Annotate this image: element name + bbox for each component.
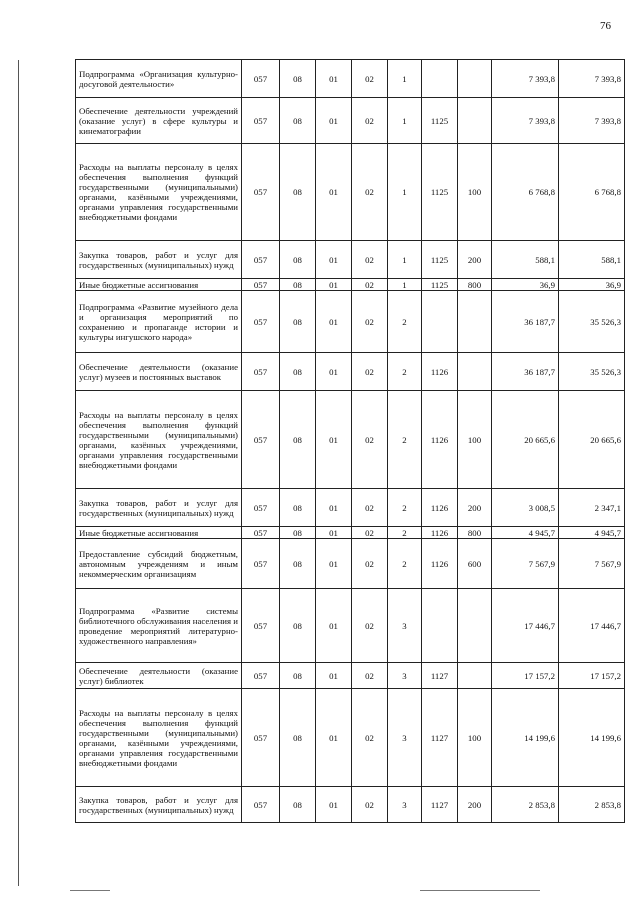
cell-name: Обеспечение деятельности (оказание услуг) музеев и постоянных выставок: [76, 353, 242, 391]
cell-admin: 057: [242, 60, 280, 98]
cell-name: Расходы на выплаты персоналу в целях обеспечения выполнения функций государственными (муниципальными) органами, казёнными учреждениями, органами управления государственными внебюджетными фондами: [76, 689, 242, 787]
cell-subprogram: 2: [388, 291, 422, 353]
cell-subsection: 01: [316, 589, 352, 663]
cell-subsection: 01: [316, 98, 352, 144]
cell-subsection: 01: [316, 787, 352, 823]
cell-sum2: 17 446,7: [559, 589, 625, 663]
cell-subsection: 01: [316, 241, 352, 279]
cell-subsection: 01: [316, 489, 352, 527]
cell-name: Иные бюджетные ассигнования: [76, 527, 242, 539]
cell-admin: 057: [242, 663, 280, 689]
cell-vr: [458, 353, 492, 391]
cell-section: 08: [280, 279, 316, 291]
cell-program: 02: [352, 279, 388, 291]
cell-subprogram: 1: [388, 60, 422, 98]
cell-subsection: 01: [316, 539, 352, 589]
cell-subprogram: 1: [388, 98, 422, 144]
cell-admin: 057: [242, 787, 280, 823]
cell-direction: [422, 589, 458, 663]
cell-name: Обеспечение деятельности учреждений (оказание услуг) в сфере культуры и кинематографии: [76, 98, 242, 144]
cell-section: 08: [280, 241, 316, 279]
cell-admin: 057: [242, 391, 280, 489]
cell-sum1: 14 199,6: [492, 689, 559, 787]
budget-table-body: [76, 60, 625, 823]
cell-subsection: 01: [316, 663, 352, 689]
table-row: [76, 144, 625, 241]
cell-admin: 057: [242, 291, 280, 353]
cell-direction: [422, 60, 458, 98]
cell-section: 08: [280, 98, 316, 144]
table-row: [76, 98, 625, 144]
cell-direction: [422, 291, 458, 353]
cell-sum1: 7 567,9: [492, 539, 559, 589]
cell-sum1: 17 157,2: [492, 663, 559, 689]
cell-subsection: 01: [316, 279, 352, 291]
scan-edge-mark: [18, 60, 21, 886]
cell-direction: 1126: [422, 391, 458, 489]
cell-admin: 057: [242, 489, 280, 527]
cell-name: Предоставление субсидий бюджетным, автономным учреждениям и иным некоммерческим организациям: [76, 539, 242, 589]
cell-sum2: 17 157,2: [559, 663, 625, 689]
cell-subsection: 01: [316, 60, 352, 98]
cell-vr: [458, 291, 492, 353]
scan-bottom-mark: [70, 890, 110, 891]
cell-subsection: 01: [316, 291, 352, 353]
cell-vr: [458, 589, 492, 663]
table-row: [76, 291, 625, 353]
cell-vr: [458, 60, 492, 98]
cell-vr: 100: [458, 144, 492, 241]
cell-program: 02: [352, 98, 388, 144]
table-row: [76, 787, 625, 823]
table-row: [76, 60, 625, 98]
cell-sum2: 588,1: [559, 241, 625, 279]
cell-sum2: 4 945,7: [559, 527, 625, 539]
cell-direction: 1125: [422, 98, 458, 144]
cell-sum1: 17 446,7: [492, 589, 559, 663]
cell-direction: 1126: [422, 539, 458, 589]
cell-subsection: 01: [316, 353, 352, 391]
cell-subprogram: 3: [388, 663, 422, 689]
cell-vr: 100: [458, 689, 492, 787]
cell-subsection: 01: [316, 144, 352, 241]
cell-vr: 800: [458, 527, 492, 539]
cell-direction: 1125: [422, 144, 458, 241]
cell-section: 08: [280, 527, 316, 539]
cell-program: 02: [352, 391, 388, 489]
cell-section: 08: [280, 539, 316, 589]
cell-sum2: 7 567,9: [559, 539, 625, 589]
scan-bottom-mark: [420, 890, 540, 891]
cell-admin: 057: [242, 353, 280, 391]
cell-subprogram: 2: [388, 489, 422, 527]
cell-name: Подпрограмма «Организация культурно-досуговой деятельности»: [76, 60, 242, 98]
table-row: [76, 539, 625, 589]
table-row: [76, 689, 625, 787]
cell-program: 02: [352, 489, 388, 527]
table-row: [76, 527, 625, 539]
cell-subprogram: 2: [388, 539, 422, 589]
cell-direction: 1127: [422, 689, 458, 787]
cell-sum1: 7 393,8: [492, 60, 559, 98]
cell-vr: 100: [458, 391, 492, 489]
cell-sum1: 36,9: [492, 279, 559, 291]
table-row: [76, 391, 625, 489]
cell-name: Закупка товаров, работ и услуг для государственных (муниципальных) нужд: [76, 489, 242, 527]
cell-program: 02: [352, 663, 388, 689]
cell-sum1: 2 853,8: [492, 787, 559, 823]
cell-subprogram: 2: [388, 527, 422, 539]
cell-admin: 057: [242, 527, 280, 539]
cell-subsection: 01: [316, 391, 352, 489]
cell-program: 02: [352, 353, 388, 391]
cell-name: Закупка товаров, работ и услуг для государственных (муниципальных) нужд: [76, 241, 242, 279]
cell-admin: 057: [242, 539, 280, 589]
table-row: [76, 353, 625, 391]
cell-sum1: 4 945,7: [492, 527, 559, 539]
cell-vr: 200: [458, 787, 492, 823]
cell-sum1: 7 393,8: [492, 98, 559, 144]
cell-direction: 1125: [422, 241, 458, 279]
cell-section: 08: [280, 60, 316, 98]
cell-subprogram: 1: [388, 144, 422, 241]
cell-section: 08: [280, 144, 316, 241]
table-row: [76, 663, 625, 689]
cell-section: 08: [280, 353, 316, 391]
cell-subsection: 01: [316, 527, 352, 539]
cell-program: 02: [352, 589, 388, 663]
cell-sum1: 6 768,8: [492, 144, 559, 241]
cell-name: Подпрограмма «Развитие музейного дела и организация мероприятий по сохранению и пропаганде истории и культуры ингушского народа»: [76, 291, 242, 353]
table-row: [76, 241, 625, 279]
cell-sum2: 7 393,8: [559, 98, 625, 144]
cell-program: 02: [352, 527, 388, 539]
cell-program: 02: [352, 144, 388, 241]
cell-vr: 200: [458, 241, 492, 279]
cell-admin: 057: [242, 144, 280, 241]
cell-subprogram: 2: [388, 353, 422, 391]
cell-name: Иные бюджетные ассигнования: [76, 279, 242, 291]
cell-program: 02: [352, 689, 388, 787]
cell-sum2: 7 393,8: [559, 60, 625, 98]
cell-subprogram: 3: [388, 689, 422, 787]
cell-direction: 1126: [422, 527, 458, 539]
cell-section: 08: [280, 689, 316, 787]
cell-section: 08: [280, 291, 316, 353]
cell-name: Расходы на выплаты персоналу в целях обеспечения выполнения функций государственными (муниципальными) органами, казёнными учреждениями, органами управления государственными внебюджетными фондами: [76, 144, 242, 241]
cell-vr: 800: [458, 279, 492, 291]
cell-vr: [458, 98, 492, 144]
cell-vr: [458, 663, 492, 689]
cell-name: Обеспечение деятельности (оказание услуг) библиотек: [76, 663, 242, 689]
cell-admin: 057: [242, 98, 280, 144]
cell-subprogram: 3: [388, 589, 422, 663]
cell-program: 02: [352, 291, 388, 353]
cell-subprogram: 1: [388, 279, 422, 291]
cell-direction: 1126: [422, 489, 458, 527]
cell-section: 08: [280, 589, 316, 663]
cell-direction: 1125: [422, 279, 458, 291]
cell-direction: 1127: [422, 787, 458, 823]
cell-program: 02: [352, 539, 388, 589]
cell-sum2: 2 853,8: [559, 787, 625, 823]
budget-table: [75, 59, 625, 823]
table-row: [76, 279, 625, 291]
cell-vr: 600: [458, 539, 492, 589]
cell-sum2: 36,9: [559, 279, 625, 291]
table-row: [76, 489, 625, 527]
cell-section: 08: [280, 489, 316, 527]
cell-direction: 1127: [422, 663, 458, 689]
cell-subsection: 01: [316, 689, 352, 787]
cell-program: 02: [352, 60, 388, 98]
cell-sum1: 588,1: [492, 241, 559, 279]
cell-section: 08: [280, 663, 316, 689]
cell-admin: 057: [242, 279, 280, 291]
cell-sum1: 36 187,7: [492, 353, 559, 391]
cell-sum1: 3 008,5: [492, 489, 559, 527]
cell-vr: 200: [458, 489, 492, 527]
cell-sum2: 14 199,6: [559, 689, 625, 787]
cell-subprogram: 1: [388, 241, 422, 279]
cell-sum2: 35 526,3: [559, 291, 625, 353]
page-number: 76: [600, 20, 611, 32]
cell-sum1: 36 187,7: [492, 291, 559, 353]
cell-sum2: 2 347,1: [559, 489, 625, 527]
cell-program: 02: [352, 241, 388, 279]
cell-name: Расходы на выплаты персоналу в целях обеспечения выполнения функций государственными (муниципальными) органами, казённых учреждениями, органами управления государственными внебюджетными фондами: [76, 391, 242, 489]
table-row: [76, 589, 625, 663]
cell-direction: 1126: [422, 353, 458, 391]
cell-program: 02: [352, 787, 388, 823]
cell-admin: 057: [242, 241, 280, 279]
cell-section: 08: [280, 787, 316, 823]
cell-admin: 057: [242, 589, 280, 663]
cell-name: Подпрограмма «Развитие системы библиотечного обслуживания населения и проведение мероприятий литературно-художественного направления»: [76, 589, 242, 663]
cell-section: 08: [280, 391, 316, 489]
cell-sum2: 20 665,6: [559, 391, 625, 489]
cell-subprogram: 2: [388, 391, 422, 489]
cell-admin: 057: [242, 689, 280, 787]
cell-sum1: 20 665,6: [492, 391, 559, 489]
cell-subprogram: 3: [388, 787, 422, 823]
cell-name: Закупка товаров, работ и услуг для государственных (муниципальных) нужд: [76, 787, 242, 823]
cell-sum2: 6 768,8: [559, 144, 625, 241]
cell-sum2: 35 526,3: [559, 353, 625, 391]
